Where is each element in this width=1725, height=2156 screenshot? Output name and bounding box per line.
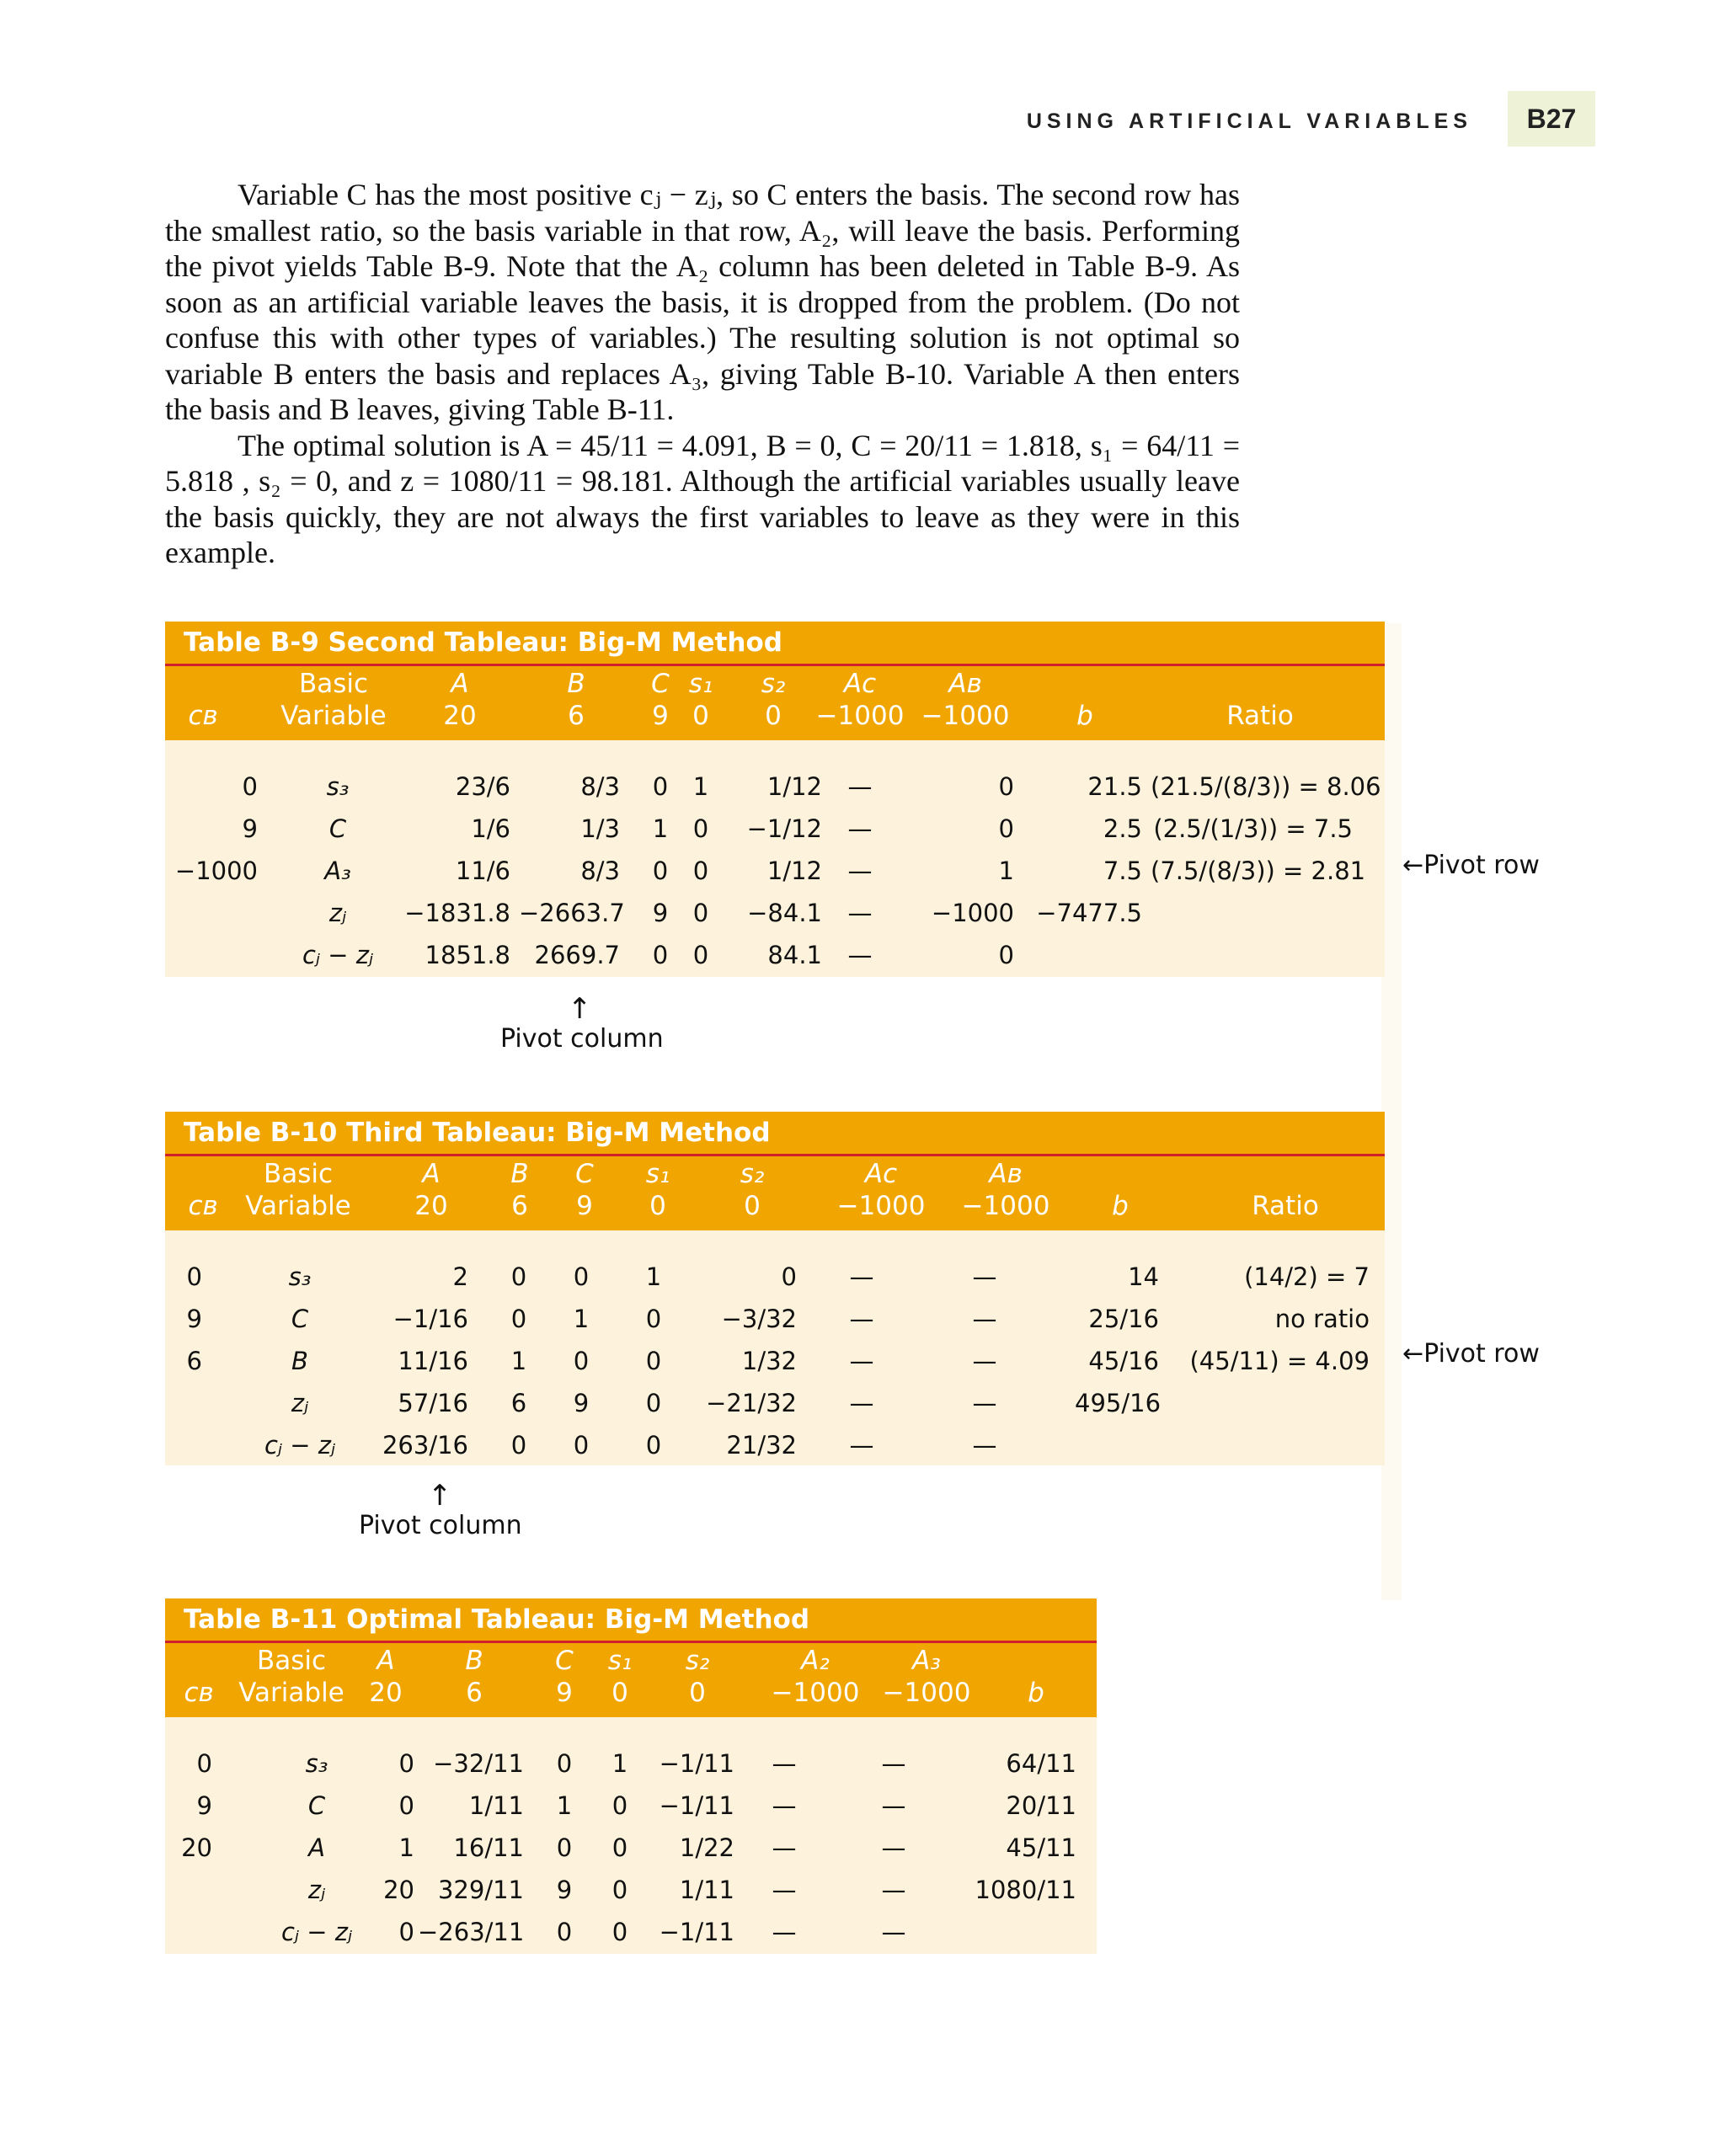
header-col-coef: 0 xyxy=(649,1191,666,1221)
table-cell: 0 xyxy=(510,1431,527,1460)
table-cell: — xyxy=(972,1347,997,1375)
table-header xyxy=(165,1643,1097,1717)
table-cell: −1/16 xyxy=(393,1305,468,1333)
table-cell: 329/11 xyxy=(437,1876,524,1904)
table-cell: 1/6 xyxy=(471,814,510,843)
table-cell: 2.5 xyxy=(1103,814,1142,843)
header-col-coef: −1000 xyxy=(836,1191,926,1221)
table-cell: — xyxy=(849,1262,874,1291)
table-header xyxy=(165,666,1385,740)
cell-basic-variable: B xyxy=(291,1347,308,1375)
header-col-name: C xyxy=(575,1159,594,1189)
table-cell: −1831.8 xyxy=(404,899,510,927)
cell-basic-variable: cⱼ − zⱼ xyxy=(302,941,374,969)
table-cell: −1/11 xyxy=(659,1791,734,1820)
table-cell: — xyxy=(972,1305,997,1333)
header-cb: cʙ xyxy=(184,1678,214,1708)
table-cell: 0 xyxy=(398,1918,414,1946)
table-cell: −84.1 xyxy=(747,899,822,927)
table-cell: 0 xyxy=(510,1262,527,1291)
page-number: B27 xyxy=(1508,91,1595,147)
table-cell: — xyxy=(849,1347,874,1375)
table-cell: — xyxy=(881,1749,906,1778)
table-cell: 1/11 xyxy=(679,1876,734,1904)
header-basic: Basic xyxy=(256,1646,327,1676)
cell-basic-variable: C xyxy=(328,814,347,843)
header-col-coef: −1000 xyxy=(961,1191,1050,1221)
table-b10 xyxy=(165,1112,1385,1465)
table-cell: 0 xyxy=(781,1262,797,1291)
table-cell: — xyxy=(847,899,873,927)
table-cell: 1 xyxy=(398,1833,414,1862)
header-variable: Variable xyxy=(238,1678,344,1708)
running-head: USING ARTIFICIAL VARIABLES xyxy=(1026,109,1472,133)
table-cell: 0 xyxy=(510,1305,527,1333)
header-b: b xyxy=(1076,701,1093,731)
table-cell: 1/3 xyxy=(580,814,620,843)
table-cell: 1080/11 xyxy=(975,1876,1076,1904)
table-cell: −1000 xyxy=(931,899,1014,927)
header-col-name: Aʙ xyxy=(948,669,982,699)
paragraph: Variable C has the most positive cⱼ − zⱼ, so C enters the basis. The second row has the smallest ratio, so the basis variable in that row, A₂, will leave the basis. Performing the pivot yields Table B-9. Note that the A₂ column has been deleted in Table B-9. As soon as an artificial variable leaves the basis, it is dropped from the problem. (Do not confuse this with other types of variables.) The resulting solution is not optimal so variable B enters the basis and replaces A₃, giving Table B-10. Variable A then enters the basis and B leaves, giving Table B-11. xyxy=(165,178,1240,426)
table-cell: 0 xyxy=(652,772,669,801)
table-cell: — xyxy=(772,1833,797,1862)
table-cell: 0 xyxy=(611,1918,628,1946)
header-col-coef: 9 xyxy=(576,1191,593,1221)
header-col-name: s₂ xyxy=(685,1646,710,1676)
table-cell: 45/16 xyxy=(1088,1347,1159,1375)
table-header xyxy=(165,1156,1385,1230)
table-cell: 0 xyxy=(692,814,709,843)
cell-basic-variable: cⱼ − zⱼ xyxy=(264,1431,336,1460)
table-cell: 263/16 xyxy=(382,1431,468,1460)
table-cell: 0 xyxy=(611,1876,628,1904)
table-cell: — xyxy=(881,1876,906,1904)
table-cell: 9 xyxy=(652,899,669,927)
table-cell: — xyxy=(772,1749,797,1778)
cell-cb: 0 xyxy=(186,1262,202,1291)
table-cell: 1 xyxy=(692,772,709,801)
cell-cb: 20 xyxy=(181,1833,212,1862)
table-cell: 0 xyxy=(611,1833,628,1862)
table-cell: 0 xyxy=(645,1431,662,1460)
header-basic: Basic xyxy=(298,669,369,699)
table-cell: 0 xyxy=(998,814,1014,843)
page-header xyxy=(0,91,1725,147)
cell-basic-variable: cⱼ − zⱼ xyxy=(280,1918,353,1946)
table-cell: 0 xyxy=(556,1833,573,1862)
table-cell: 0 xyxy=(645,1305,662,1333)
header-col-name: A₃ xyxy=(912,1646,941,1676)
cell-basic-variable: s₃ xyxy=(288,1262,312,1291)
header-col-coef: 0 xyxy=(611,1678,628,1708)
table-cell: 8/3 xyxy=(580,772,620,801)
table-cell: 9 xyxy=(556,1876,573,1904)
header-col-coef: −1000 xyxy=(921,701,1010,731)
cell-cb: 0 xyxy=(242,772,258,801)
header-col-coef: 0 xyxy=(689,1678,706,1708)
header-col-coef: 20 xyxy=(443,701,477,731)
header-col-name: A xyxy=(377,1646,395,1676)
header-col-name: C xyxy=(555,1646,574,1676)
table-cell: 1 xyxy=(611,1749,628,1778)
table-cell: 2669.7 xyxy=(534,941,620,969)
table-cell: 0 xyxy=(645,1389,662,1417)
header-col-name: A xyxy=(451,669,469,699)
table-cell: 1/12 xyxy=(766,772,822,801)
header-col-coef: 0 xyxy=(765,701,782,731)
table-cell: no ratio xyxy=(1274,1305,1370,1333)
table-cell: −3/32 xyxy=(721,1305,797,1333)
table-cell: 1 xyxy=(645,1262,662,1291)
table-cell: — xyxy=(847,814,873,843)
table-cell: — xyxy=(881,1791,906,1820)
table-cell: 57/16 xyxy=(398,1389,468,1417)
table-cell: 1 xyxy=(556,1791,573,1820)
table-cell: 0 xyxy=(556,1918,573,1946)
header-col-coef: −1000 xyxy=(882,1678,971,1708)
body-text xyxy=(165,177,1240,571)
table-cell: 6 xyxy=(510,1389,527,1417)
table-cell: — xyxy=(972,1262,997,1291)
pivot-column-label: Pivot column xyxy=(359,1511,522,1540)
header-variable: Variable xyxy=(280,701,387,731)
header-b: b xyxy=(1112,1191,1129,1221)
table-cell: 21/32 xyxy=(726,1431,797,1460)
header-ratio: Ratio xyxy=(1252,1191,1319,1221)
table-cell: — xyxy=(881,1833,906,1862)
table-cell: 16/11 xyxy=(453,1833,524,1862)
table-cell: 0 xyxy=(611,1791,628,1820)
table-cell: (7.5/(8/3)) = 2.81 xyxy=(1151,857,1366,885)
table-cell: — xyxy=(849,1305,874,1333)
table-cell: 1 xyxy=(998,857,1014,885)
table-cell: — xyxy=(972,1431,997,1460)
cell-basic-variable: zⱼ xyxy=(291,1389,309,1417)
pivot-column-arrow: ↑ xyxy=(428,1479,452,1513)
cell-basic-variable: s₃ xyxy=(305,1749,328,1778)
table-cell: 25/16 xyxy=(1088,1305,1159,1333)
pivot-row-label: ←Pivot row xyxy=(1402,1339,1540,1369)
header-cb: cʙ xyxy=(188,1191,218,1221)
table-cell: — xyxy=(847,857,873,885)
table-cell: 0 xyxy=(398,1749,414,1778)
table-cell: −1/12 xyxy=(746,814,822,843)
table-b11 xyxy=(165,1598,1097,1954)
table-cell: — xyxy=(772,1791,797,1820)
table-cell: — xyxy=(772,1918,797,1946)
pivot-column-label: Pivot column xyxy=(500,1024,664,1054)
cell-basic-variable: A₃ xyxy=(324,857,351,885)
table-b9 xyxy=(165,622,1385,977)
header-col-name: Aᴄ xyxy=(843,669,877,699)
cell-basic-variable: C xyxy=(291,1305,309,1333)
table-cell: — xyxy=(849,1389,874,1417)
cell-cb: 6 xyxy=(186,1347,202,1375)
header-cb: cʙ xyxy=(188,701,218,731)
cell-cb: 9 xyxy=(196,1791,212,1820)
table-cell: (45/11) = 4.09 xyxy=(1189,1347,1370,1375)
header-col-coef: 20 xyxy=(414,1191,448,1221)
cell-cb: −1000 xyxy=(174,857,258,885)
table-cell: 11/6 xyxy=(455,857,510,885)
table-cell: 2 xyxy=(452,1262,468,1291)
table-cell: 1/22 xyxy=(679,1833,734,1862)
header-col-coef: 20 xyxy=(369,1678,403,1708)
table-cell: −2663.7 xyxy=(519,899,625,927)
header-col-coef: 6 xyxy=(466,1678,483,1708)
table-cell: 45/11 xyxy=(1006,1833,1076,1862)
table-cell: 0 xyxy=(556,1749,573,1778)
header-col-name: s₁ xyxy=(645,1159,670,1189)
table-cell: — xyxy=(849,1431,874,1460)
header-col-name: B xyxy=(567,669,585,699)
table-cell: 20/11 xyxy=(1006,1791,1076,1820)
table-cell: 11/16 xyxy=(398,1347,468,1375)
header-col-name: s₁ xyxy=(607,1646,633,1676)
header-col-name: B xyxy=(510,1159,529,1189)
table-cell: 1 xyxy=(510,1347,527,1375)
table-cell: — xyxy=(772,1876,797,1904)
header-col-coef: 6 xyxy=(568,701,585,731)
cell-basic-variable: C xyxy=(307,1791,326,1820)
header-b: b xyxy=(1028,1678,1044,1708)
table-cell: — xyxy=(972,1389,997,1417)
header-col-coef: 6 xyxy=(511,1191,528,1221)
table-cell: 0 xyxy=(998,941,1014,969)
cell-basic-variable: s₃ xyxy=(326,772,350,801)
table-cell: −1/11 xyxy=(659,1918,734,1946)
table-cell: 9 xyxy=(573,1389,590,1417)
table-cell: −263/11 xyxy=(418,1918,525,1946)
table-cell: (21.5/(8/3)) = 8.06 xyxy=(1151,772,1381,801)
table-cell: 1851.8 xyxy=(425,941,510,969)
table-cell: 0 xyxy=(573,1347,590,1375)
pivot-column-arrow: ↑ xyxy=(568,992,592,1026)
table-cell: 0 xyxy=(398,1791,414,1820)
header-col-name: B xyxy=(465,1646,483,1676)
header-ratio: Ratio xyxy=(1226,701,1294,731)
header-col-coef: 9 xyxy=(652,701,669,731)
header-col-name: s₂ xyxy=(740,1159,765,1189)
table-cell: 1/32 xyxy=(741,1347,797,1375)
table-cell: 64/11 xyxy=(1006,1749,1076,1778)
header-col-coef: −1000 xyxy=(815,701,905,731)
table-cell: — xyxy=(881,1918,906,1946)
header-col-coef: 0 xyxy=(692,701,709,731)
table-cell: 8/3 xyxy=(580,857,620,885)
paragraph: The optimal solution is A = 45/11 = 4.091, B = 0, C = 20/11 = 1.818, s₁ = 64/11 = 5.818 , s₂ = 0, and z = 1080/11 = 98.181. Although the artificial variables usually leave the basis quickly, they are not always the first variables to leave as they were in this example. xyxy=(165,428,1240,569)
table-cell: 0 xyxy=(652,857,669,885)
table-cell: (2.5/(1/3)) = 7.5 xyxy=(1153,814,1353,843)
cell-cb: 9 xyxy=(186,1305,202,1333)
table-cell: 20 xyxy=(383,1876,414,1904)
table-cell: 0 xyxy=(645,1347,662,1375)
table-cell: 1/11 xyxy=(468,1791,524,1820)
table-cell: 0 xyxy=(573,1431,590,1460)
cell-basic-variable: zⱼ xyxy=(307,1876,326,1904)
table-cell: 1/12 xyxy=(766,857,822,885)
table-cell: 0 xyxy=(652,941,669,969)
header-col-name: A₂ xyxy=(801,1646,830,1676)
header-col-coef: 0 xyxy=(744,1191,761,1221)
pivot-row-label: ←Pivot row xyxy=(1402,851,1540,880)
table-cell: 21.5 xyxy=(1087,772,1142,801)
table-cell: 14 xyxy=(1128,1262,1159,1291)
table-cell: — xyxy=(847,772,873,801)
table-cell: 7.5 xyxy=(1103,857,1142,885)
table-cell: 0 xyxy=(692,899,709,927)
table-title: Table B-9 Second Tableau: Big-M Method xyxy=(165,622,1385,666)
table-cell: 0 xyxy=(998,772,1014,801)
header-col-name: Aʙ xyxy=(989,1159,1023,1189)
cell-basic-variable: A xyxy=(308,1833,325,1862)
table-cell: −7477.5 xyxy=(1036,899,1142,927)
table-title: Table B-10 Third Tableau: Big-M Method xyxy=(165,1112,1385,1156)
header-col-coef: 9 xyxy=(556,1678,573,1708)
header-col-name: s₁ xyxy=(688,669,713,699)
header-col-name: C xyxy=(651,669,670,699)
table-cell: −32/11 xyxy=(433,1749,524,1778)
header-col-name: A xyxy=(422,1159,441,1189)
header-variable: Variable xyxy=(245,1191,351,1221)
header-basic: Basic xyxy=(263,1159,334,1189)
table-cell: −1/11 xyxy=(659,1749,734,1778)
table-cell: 1 xyxy=(652,814,669,843)
table-cell: 0 xyxy=(692,941,709,969)
table-cell: (14/2) = 7 xyxy=(1244,1262,1370,1291)
cell-cb: 9 xyxy=(242,814,258,843)
table-cell: 84.1 xyxy=(767,941,822,969)
table-title: Table B-11 Optimal Tableau: Big-M Method xyxy=(165,1598,1097,1643)
table-cell: 0 xyxy=(573,1262,590,1291)
table-cell: 0 xyxy=(692,857,709,885)
cell-basic-variable: zⱼ xyxy=(328,899,347,927)
header-col-name: s₂ xyxy=(761,669,786,699)
table-cell: 23/6 xyxy=(455,772,510,801)
header-col-name: Aᴄ xyxy=(864,1159,898,1189)
header-col-coef: −1000 xyxy=(771,1678,860,1708)
table-cell: 495/16 xyxy=(1075,1389,1162,1417)
table-cell: — xyxy=(847,941,873,969)
table-cell: 1 xyxy=(573,1305,590,1333)
table-cell: −21/32 xyxy=(706,1389,797,1417)
cell-cb: 0 xyxy=(196,1749,212,1778)
